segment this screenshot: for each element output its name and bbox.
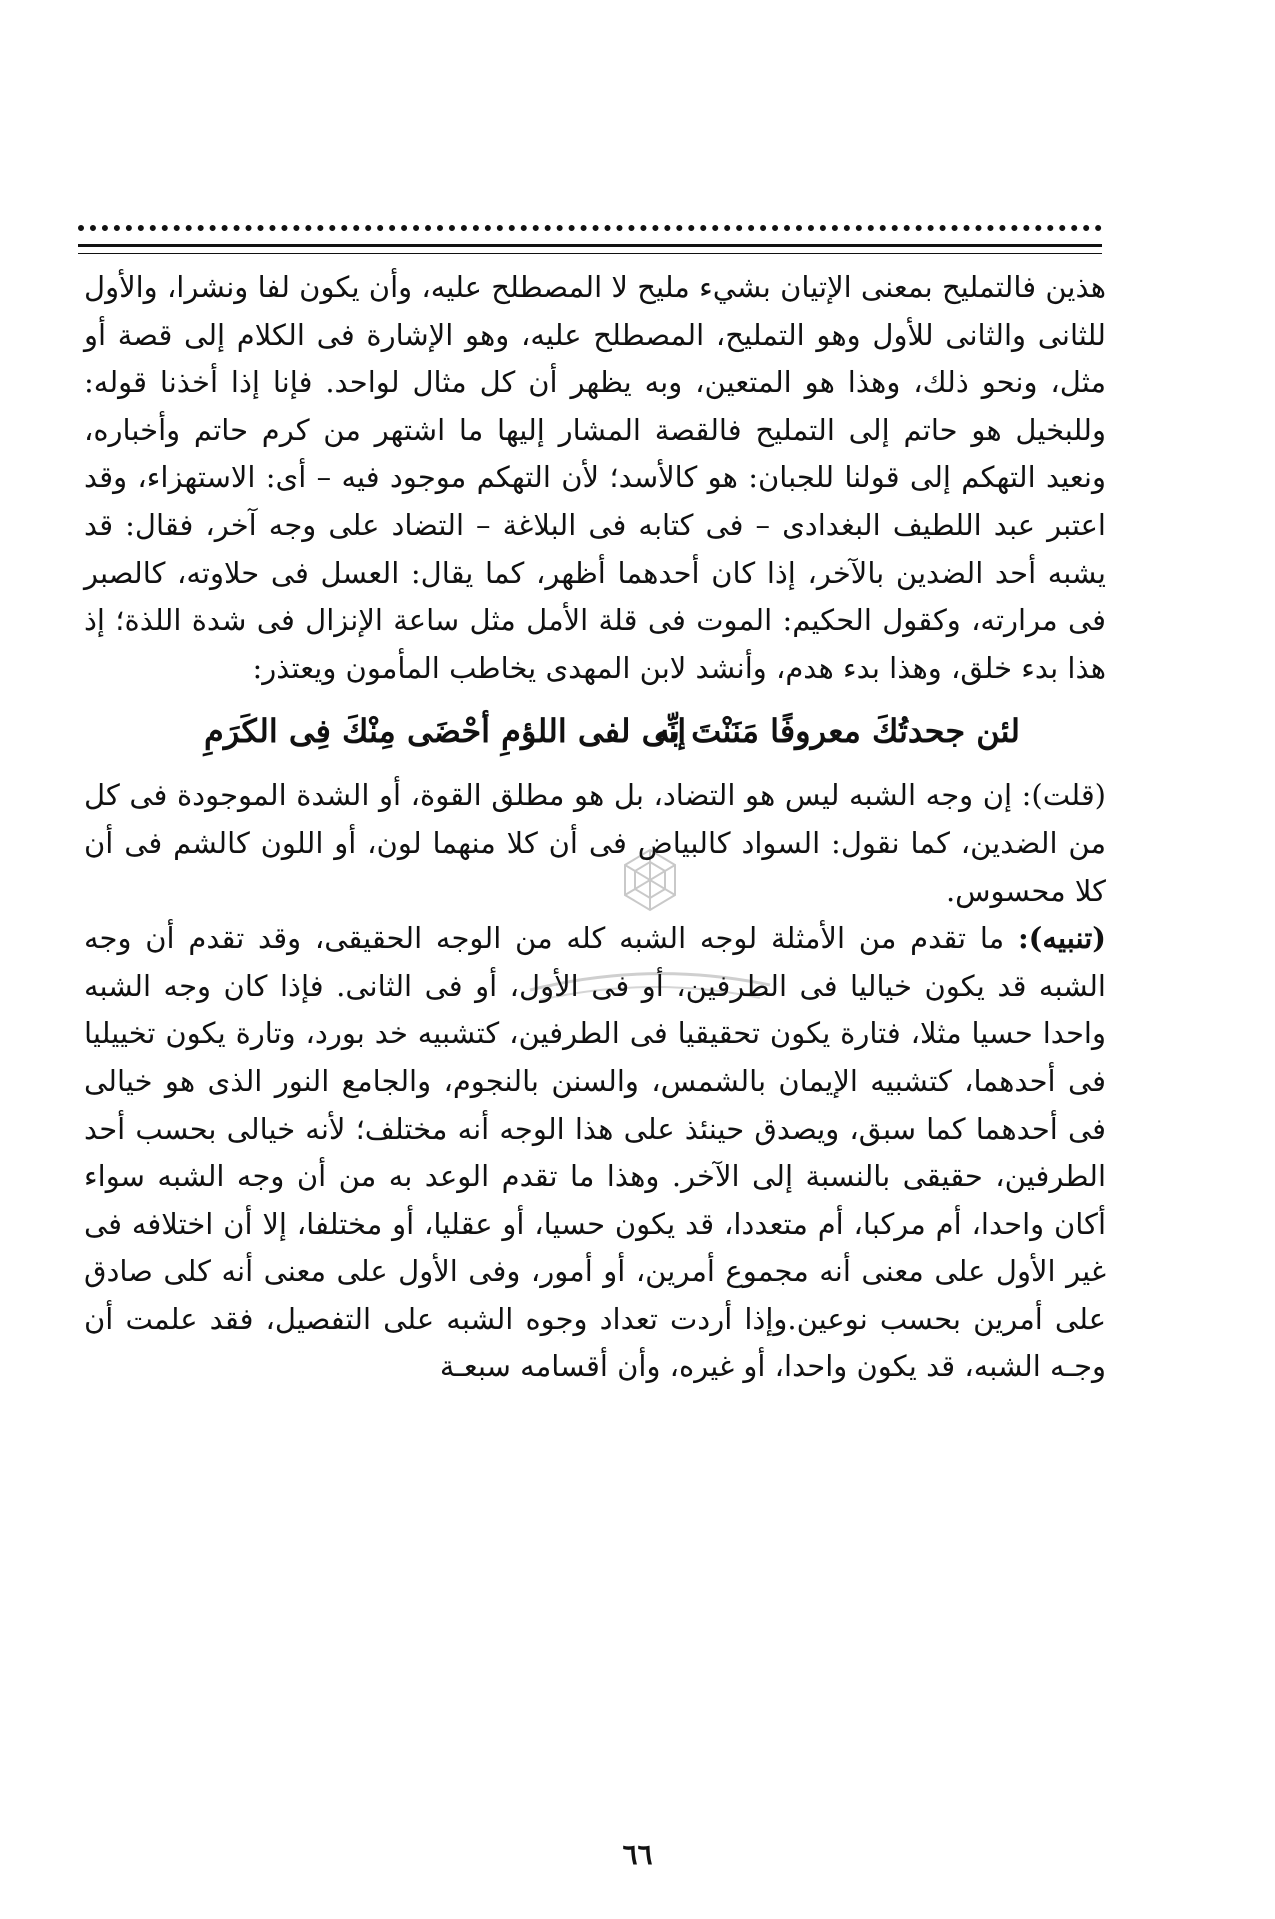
verse-first-hemistich: لئن جحدتُكَ معروفًا مَنَنْتَ به — [653, 712, 1020, 751]
header-dotted-rule — [78, 225, 1102, 239]
paragraph-3-text: ما تقدم من الأمثلة لوجه الشبه كله من الوجه الحقيقى، وقد تقدم أن وجه الشبه قد يكون خياليا فى الطرفين، أو فى الأول، أو فى الثانى. فإذا كان وجه الشبه واحدا حسيا مثلا، فتارة يكون تحقيقيا فى الطرفين، كتشبيه خد بورد، وتارة يكون تخييليا فى أحدهما، كتشبيه الإيمان بالشمس، والسنن بالنجوم، والجامع النور الذى هو خيالى فى أحدهما كما سبق، ويصدق حينئذ على هذا الوجه أنه مختلف؛ لأنه خيالى بحسب أحد الطرفين، حقيقى بالنسبة إلى الآخر. وهذا ما تقدم الوعد به من أن وجه الشبه سواء أكان واحدا، أم مركبا، أم متعددا، قد يكون حسيا، أو عقليا، أو مختلفا، إلا أن اختلافه فى غير الأول على معنى أنه مجموع أمرين، أو أمور، وفى الأول على معنى أنه كلى صادق على أمرين بحسب نوعين.وإذا أردت تعداد وجوه الشبه على التفصيل، فقد علمت أن وجـه الشبه، قد يكون واحدا، أو غيره، وأن أقسامه سبعـة — [84, 921, 1106, 1384]
paragraph-1 — [84, 264, 1106, 692]
paragraph-3 — [84, 915, 1106, 1391]
header-double-rule — [78, 244, 1102, 254]
paragraph-3-lead: (تنبيه): — [1017, 921, 1106, 956]
paragraph-1-text: هذين فالتمليح بمعنى الإتيان بشيء مليح لا المصطلح عليه، وأن يكون لفا ونشرا، والأول للثانى والثانى للأول وهو التمليح، المصطلح عليه، وهو الإشارة فى الكلام إلى قصة أو مثل، ونحو ذلك، وهذا هو المتعين، وبه يظهر أن كل مثال لواحد. فإنا إذا أخذنا قوله: وللبخيل هو حاتم إلى التمليح فالقصة المشار إليها ما اشتهر من كرم حاتم وأخباره، ونعيد التهكم إلى قولنا للجبان: هو كالأسد؛ لأن التهكم موجود فيه – أى: الاستهزاء، وقد اعتبر عبد اللطيف البغدادى – فى كتابه فى البلاغة – التضاد على وجه آخر، فقال: قد يشبه أحد الضدين بالآخر، إذا كان أحدهما أظهر، كما يقال: العسل فى حلاوته، كالصبر فى مرارته، وكقول الحكيم: الموت فى قلة الأمل مثل ساعة الإنزال فى شدة اللذة؛ إذ هذا بدء خلق، وهذا بدء هدم، وأنشد لابن المهدى يخاطب المأمون ويعتذر: — [84, 270, 1106, 685]
poetry-verse — [84, 704, 1106, 758]
paragraph-2 — [84, 772, 1106, 915]
verse-second-hemistich: إنِّى لفى اللؤمِ أحْضَى مِنْكَ فِى الكَرَمِ — [204, 712, 687, 751]
main-text — [84, 264, 1106, 1391]
page-number: ٦٦ — [622, 1838, 653, 1871]
paragraph-2-text: (قلت): إن وجه الشبه ليس هو التضاد، بل هو مطلق القوة، أو الشدة الموجودة فى كل من الضدين، كما نقول: السواد كالبياض فى أن كلا منهما لون، أو اللون كالشم فى أن كلا محسوس. — [84, 778, 1106, 908]
